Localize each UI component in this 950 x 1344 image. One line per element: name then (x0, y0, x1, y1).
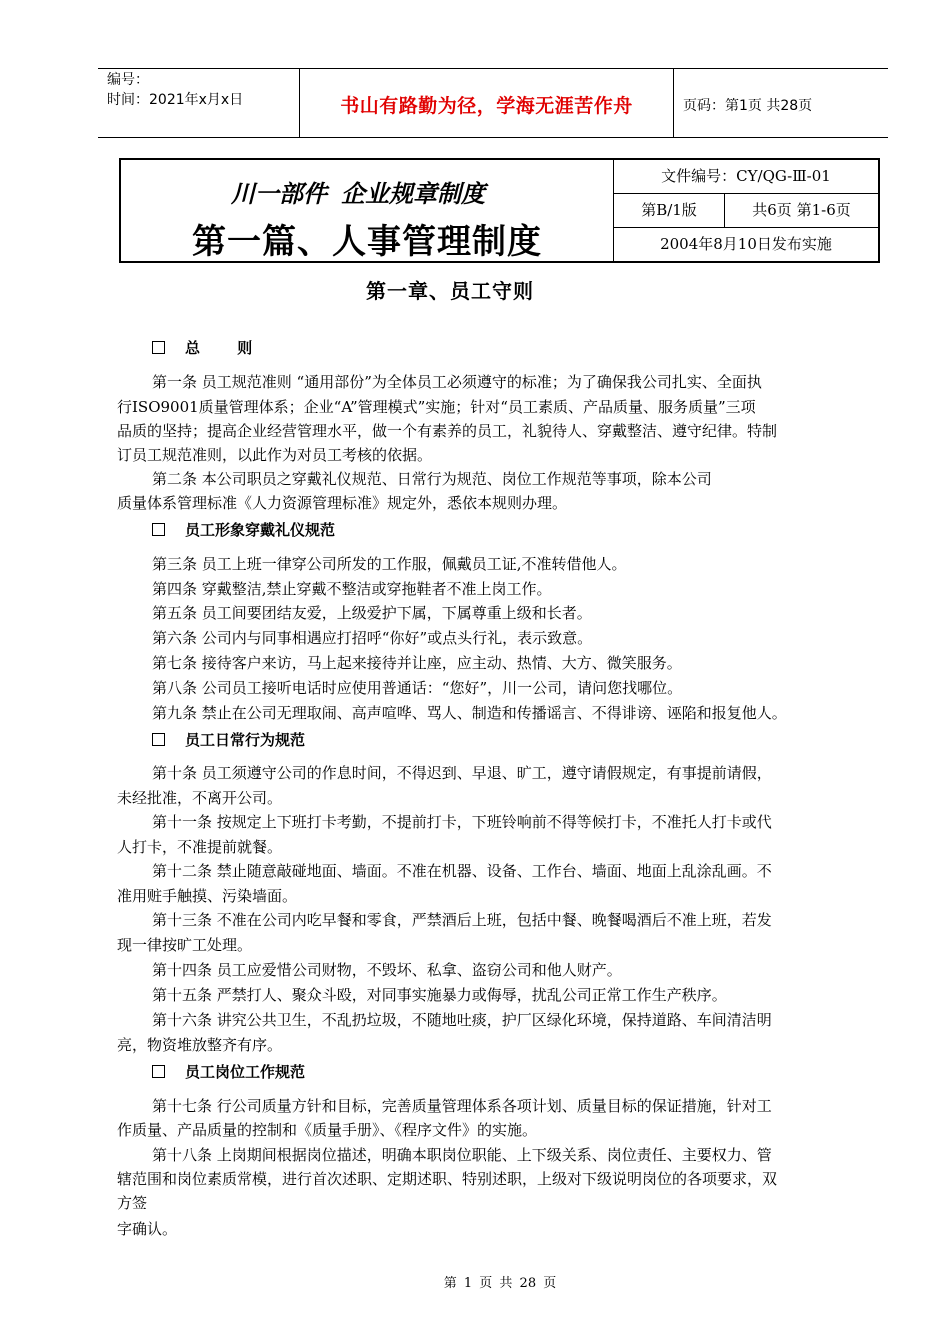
text-line: 品质的坚持；提高企业经营管理水平，做一个有素养的员工，礼貌待人、穿戴整洁、遵守纪律。特制 (117, 422, 778, 440)
text-line: 第十四条 员工应爱惜公司财物，不毁坏、私拿、盗窃公司和他人财产。 (152, 961, 622, 979)
text-line: 方签 (117, 1194, 148, 1212)
page-range: 共6页 第1-6页 (752, 201, 851, 219)
text-line: 第八条 公司员工接听电话时应使用普通话：“您好”，川一公司，请问您找哪位。 (152, 679, 683, 697)
company-name: 川一部件 (231, 180, 327, 208)
section-heading-job: 员工岗位工作规范 (152, 1061, 305, 1082)
checkbox-icon (152, 341, 165, 354)
header-page-cell (674, 69, 888, 137)
chapter-title: 第一章、员工守则 (366, 279, 534, 303)
version-row (614, 194, 878, 228)
text-line: 第一条 员工规范准则 “通用部份”为全体员工必须遵守的标准；为了确保我公司扎实、全面执 (152, 373, 762, 391)
text-line: 行ISO9001质量管理体系；企业“A”管理模式”实施；针对“员工素质、产品质量、服务质量”三项 (117, 398, 756, 416)
title-line-1 (231, 174, 485, 209)
text-line: 第七条 接待客户来访，马上起来接待并让座，应主动、热情、大方、微笑服务。 (152, 654, 682, 672)
section-heading-appearance: 员工形象穿戴礼仪规范 (152, 519, 335, 540)
text-line: 质量体系管理标准《人力资源管理标准》规定外，悉依本规则办理。 (117, 494, 568, 512)
header-meta (98, 69, 299, 137)
version: 第B/1版 (614, 194, 725, 227)
text-line: 现一律按旷工处理。 (117, 936, 253, 954)
text-line: 作质量、产品质量的控制和《质量手册》、《程序文件》的实施。 (117, 1121, 538, 1139)
section-heading-general: 总 则 (152, 337, 268, 358)
section-heading-behavior: 员工日常行为规范 (152, 729, 305, 750)
text-line: 第十二条 禁止随意敲碰地面、墙面。不准在机器、设备、工作台、墙面、地面上乱涂乱画。不 (152, 862, 772, 880)
issue-date: 2004年8月10日发布实施 (660, 235, 832, 253)
checkbox-icon (152, 1065, 165, 1078)
text-line: 人打卡，不准提前就餐。 (117, 838, 283, 856)
checkbox-icon (152, 733, 165, 746)
text-line: 第十六条 讲究公共卫生，不乱扔垃圾，不随地吐痰，护厂区绿化环境，保持道路、车间清洁明 (152, 1011, 772, 1029)
text-line: 亮，物资堆放整齐有序。 (117, 1036, 283, 1054)
text-line: 第十七条 行公司质量方针和目标，完善质量管理体系各项计划、质量目标的保证措施，针对工 (152, 1097, 772, 1115)
title-box (119, 158, 880, 263)
number-label: 编号： (107, 72, 149, 88)
title-box-left (121, 160, 614, 261)
header-motto-cell (299, 69, 674, 137)
text-line: 第十一条 按规定上下班打卡考勤，不提前打卡，下班铃响前不得等候打卡，不准托人打卡或代 (152, 813, 772, 831)
doc-number: 文件编号：CY/QG-Ⅲ-01 (614, 160, 878, 194)
text-line: 第十八条 上岗期间根据岗位描述，明确本职岗位职能、上下级关系、岗位责任、主要权力、管 (152, 1146, 772, 1164)
text-line: 字确认。 (117, 1220, 178, 1238)
text-line: 第二条 本公司职员之穿戴礼仪规范、日常行为规范、岗位工作规范等事项，除本公司 (152, 470, 712, 488)
text-line: 未经批准，不离开公司。 (117, 789, 283, 807)
text-line: 第十五条 严禁打人、聚众斗殴，对同事实施暴力或侮辱，扰乱公司正常工作生产秩序。 (152, 986, 727, 1004)
text-line: 第九条 禁止在公司无理取闹、高声喧哗、骂人、制造和传播谣言、不得诽谤、诬陷和报复他人。 (152, 704, 787, 722)
text-line: 第六条 公司内与同事相遇应打招呼“你好”或点头行礼，表示致意。 (152, 629, 593, 647)
doc-category: 企业规章制度 (341, 180, 485, 208)
page-footer: 第 1 页 共 28 页 (443, 1276, 557, 1291)
page-info: 页码：第1页 共28页 (683, 98, 813, 114)
text-line: 订员工规范准则，以此作为对员工考核的依据。 (117, 446, 433, 464)
title-box-right (614, 160, 878, 261)
page-header (98, 68, 888, 138)
text-line: 第三条 员工上班一律穿公司所发的工作服，佩戴员工证,不准转借他人。 (152, 555, 627, 573)
text-line: 第十条 员工须遵守公司的作息时间，不得迟到、早退、旷工，遵守请假规定，有事提前请假， (152, 764, 772, 782)
text-line: 第四条 穿戴整洁,禁止穿戴不整洁或穿拖鞋者不准上岗工作。 (152, 580, 552, 598)
checkbox-icon (152, 523, 165, 536)
time-label: 时间：2021年x月x日 (107, 92, 244, 108)
text-line: 第十三条 不准在公司内吃早餐和零食，严禁酒后上班，包括中餐、晚餐喝酒后不准上班，若发 (152, 911, 772, 929)
text-line: 辖范围和岗位素质常模，进行首次述职、定期述职、特别述职，上级对下级说明岗位的各项要求，双 (117, 1170, 778, 1188)
motto: 书山有路勤为径，学海无涯苦作舟 (340, 95, 633, 117)
main-title: 第一篇、人事管理制度 (192, 222, 542, 262)
text-line: 第五条 员工间要团结友爱，上级爱护下属，下属尊重上级和长者。 (152, 604, 592, 622)
text-line: 准用赃手触摸、污染墙面。 (117, 887, 298, 905)
